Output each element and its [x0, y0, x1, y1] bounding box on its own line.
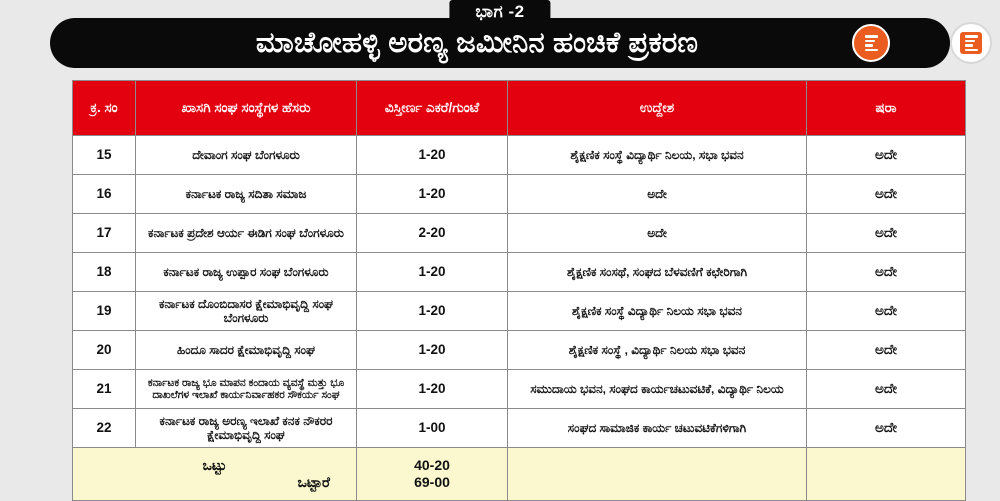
cell-area: 1-20	[357, 292, 508, 331]
table-body	[73, 136, 966, 448]
total-purpose-cell	[508, 448, 807, 501]
column-header-serial: ಕ್ರ. ಸಂ	[73, 81, 136, 136]
table-row	[73, 214, 966, 253]
title-bar	[50, 18, 950, 68]
cell-serial: 18	[73, 253, 136, 292]
cell-area: 2-20	[357, 214, 508, 253]
cell-purpose: ಶೈಕ್ಷಣಿಕ ಸಂಸಥೆ, ಸಂಘದ ಬೆಳವಣಿಗೆ ಕಛೇರಿಗಾಗಿ	[508, 253, 807, 292]
cell-organization: ದೇವಾಂಗ ಸಂಘ ಬೆಂಗಳೂರು	[136, 136, 357, 175]
allotment-table	[72, 80, 966, 501]
cell-area: 1-20	[357, 253, 508, 292]
column-header-area: ವಿಸ್ತೀರ್ಣ ಎಕರೆ/ಗುಂಟೆ	[357, 81, 508, 136]
cell-serial: 22	[73, 409, 136, 448]
cell-purpose: ಅದೇ	[508, 175, 807, 214]
cell-organization: ಕರ್ನಾಟಕ ರಾಜ್ಯ ಸದಿತಾ ಸಮಾಜ	[136, 175, 357, 214]
cell-purpose: ಸಮುದಾಯ ಭವನ, ಸಂಘದ ಕಾರ್ಯಚಟುವಟಿಕೆ, ವಿದ್ಯಾರ್ಥಿ ನಿಲಯ	[508, 370, 807, 409]
table-row	[73, 175, 966, 214]
logo-inner-orange	[854, 26, 888, 60]
cell-area: 1-20	[357, 175, 508, 214]
logo-bars-icon	[865, 35, 878, 51]
cell-serial: 17	[73, 214, 136, 253]
total-remark-cell	[807, 448, 966, 501]
cell-remark: ಅದೇ	[807, 409, 966, 448]
cell-purpose: ಶೈಕ್ಷಣಿಕ ಸಂಸ್ಥೆ ವಿದ್ಯಾರ್ಥಿ ನಿಲಯ ಸಭಾ ಭವನ	[508, 292, 807, 331]
table-total-row	[73, 448, 966, 501]
cell-organization: ಕರ್ನಾಟಕ ರಾಜ್ಯ ಭೂ ಮಾಪನ ಕಂದಾಯ ವ್ಯವಸ್ಥೆ ಮತ್ತು ಭೂ ದಾಖಲೆಗಳ ಇಲಾಖೆ ಕಾರ್ಯನಿರ್ವಾಹಕರ ಸೌಕರ್ಯ ಸಂಘ	[136, 370, 357, 409]
logo-bars-icon-secondary	[965, 35, 978, 51]
cell-purpose: ಶೈಕ್ಷಣಿಕ ಸಂಸ್ಥೆ ವಿದ್ಯಾರ್ಥಿ ನಿಲಯ, ಸಭಾ ಭವನ	[508, 136, 807, 175]
cell-organization: ಹಿಂದೂ ಸಾದರ ಕ್ಷೇಮಾಭಿವೃದ್ದಿ ಸಂಘ	[136, 331, 357, 370]
table-footer	[73, 448, 966, 501]
page-title: ಮಾಚೋಹಳ್ಳಿ ಅರಣ್ಯ ಜಮೀನಿನ ಹಂಚಿಕೆ ಪ್ರಕರಣ	[255, 26, 699, 59]
logo-inner-white	[952, 24, 990, 62]
column-header-organization: ಖಾಸಗಿ ಸಂಘ ಸಂಸ್ಥೆಗಳ ಹೆಸರು	[136, 81, 357, 136]
column-header-remark: ಷರಾ	[807, 81, 966, 136]
cell-area: 1-20	[357, 331, 508, 370]
total-label-cell	[73, 448, 357, 501]
total-value-secondary: 69-00	[414, 474, 450, 490]
allotment-table-container	[72, 80, 928, 501]
news-channel-logo-orange-icon	[852, 24, 890, 62]
column-header-purpose: ಉದ್ದೇಶ	[508, 81, 807, 136]
table-header-row	[73, 81, 966, 136]
table-row	[73, 136, 966, 175]
total-label-secondary: ಒಟ್ಟಾರೆ	[297, 474, 330, 490]
header	[0, 0, 1000, 72]
cell-area: 1-20	[357, 370, 508, 409]
table-row	[73, 292, 966, 331]
cell-serial: 16	[73, 175, 136, 214]
cell-serial: 21	[73, 370, 136, 409]
cell-serial: 19	[73, 292, 136, 331]
logo-mark-orange	[860, 32, 882, 54]
cell-purpose: ಶೈಕ್ಷಣಿಕ ಸಂಸ್ಥೆ , ವಿದ್ಯಾರ್ಥಿ ನಿಲಯ ಸಭಾ ಭವನ	[508, 331, 807, 370]
total-label-primary: ಒಟ್ಟು	[202, 456, 227, 473]
cell-remark: ಅದೇ	[807, 136, 966, 175]
table-row	[73, 409, 966, 448]
cell-organization: ಕರ್ನಾಟಕ ರಾಜ್ಯ ಉಪ್ಪಾರ ಸಂಘ ಬೆಂಗಳೂರು	[136, 253, 357, 292]
cell-remark: ಅದೇ	[807, 214, 966, 253]
table-row	[73, 370, 966, 409]
table-row	[73, 331, 966, 370]
cell-organization: ಕರ್ನಾಟಕ ದೊಂಬಿದಾಸರ ಕ್ಷೇಮಾಭಿವೃದ್ದಿ ಸಂಘ ಬೆಂಗಳೂರು	[136, 292, 357, 331]
table-row	[73, 253, 966, 292]
cell-organization: ಕರ್ನಾಟಕ ರಾಜ್ಯ ಅರಣ್ಯ ಇಲಾಖೆ ಕನಕ ನೌಕರರ ಕ್ಷೇಮಾಭಿವೃದ್ದಿ ಸಂಘ	[136, 409, 357, 448]
cell-remark: ಅದೇ	[807, 331, 966, 370]
cell-organization: ಕರ್ನಾಟಕ ಪ್ರದೇಶ ಆರ್ಯ ಈಡಿಗ ಸಂಘ ಬೆಂಗಳೂರು	[136, 214, 357, 253]
cell-area: 1-00	[357, 409, 508, 448]
news-channel-logo-white-icon	[950, 22, 992, 64]
part-label: ಭಾಗ -2	[449, 0, 550, 25]
cell-area: 1-20	[357, 136, 508, 175]
cell-remark: ಅದೇ	[807, 292, 966, 331]
table-header	[73, 81, 966, 136]
cell-remark: ಅದೇ	[807, 370, 966, 409]
total-value-cell	[357, 448, 508, 501]
total-value-primary: 40-20	[414, 456, 450, 473]
cell-serial: 15	[73, 136, 136, 175]
cell-serial: 20	[73, 331, 136, 370]
cell-remark: ಅದೇ	[807, 253, 966, 292]
cell-purpose: ಸಂಘದ ಸಾಮಾಜಿಕ ಕಾರ್ಯ ಚಟುವಟಿಕೆಗಳಿಗಾಗಿ	[508, 409, 807, 448]
logo-mark-white	[960, 32, 982, 54]
cell-remark: ಅದೇ	[807, 175, 966, 214]
cell-purpose: ಅದೇ	[508, 214, 807, 253]
